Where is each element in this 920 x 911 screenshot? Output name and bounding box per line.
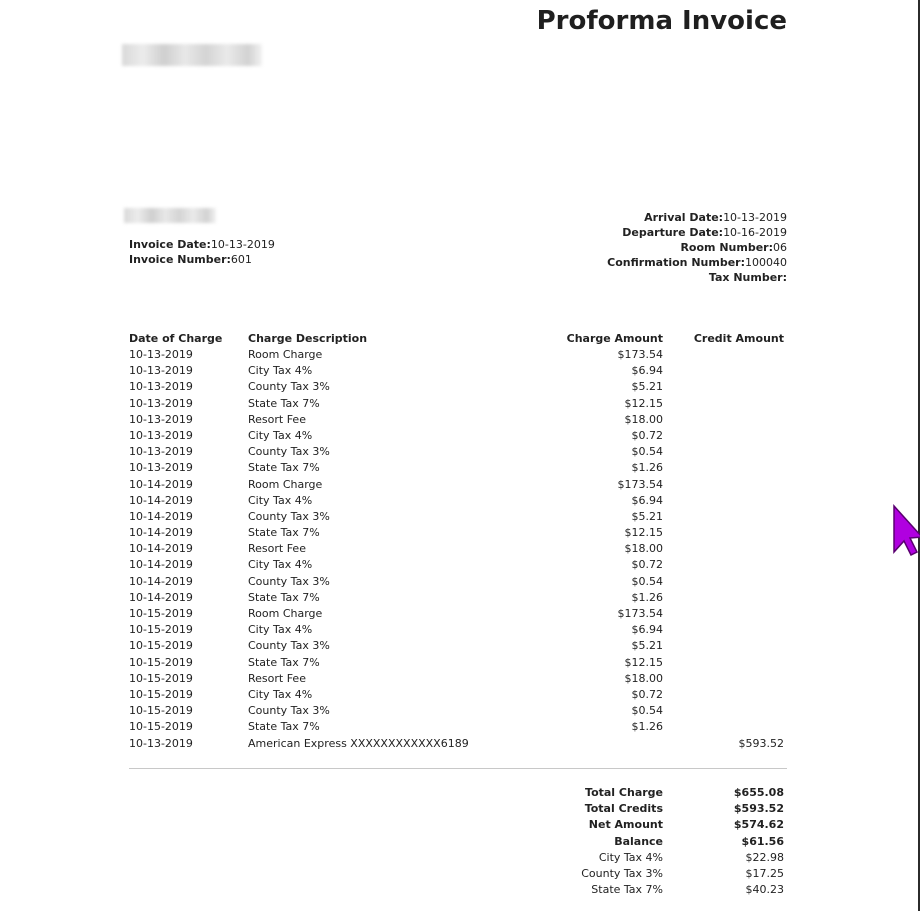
- charge-date: 10-13-2019: [129, 396, 193, 410]
- totals-row: [129, 785, 787, 801]
- charge-description: Resort Fee: [248, 671, 306, 685]
- charge-date: 10-14-2019: [129, 509, 193, 523]
- totals-value: $574.62: [733, 818, 784, 832]
- charge-date: 10-14-2019: [129, 542, 193, 556]
- totals-label: State Tax 7%: [591, 883, 663, 897]
- charge-description: County Tax 3%: [248, 704, 330, 718]
- arrival-value: 10-13-2019: [723, 211, 787, 224]
- invoice-date-value: 10-13-2019: [210, 238, 275, 251]
- invoice-number-row: [129, 252, 275, 267]
- charge-date: 10-15-2019: [129, 704, 193, 718]
- charge-amount: $5.21: [631, 509, 663, 523]
- invoice-number-label: Invoice Number:: [129, 253, 231, 266]
- arrival-row: [607, 210, 787, 225]
- charge-amount: $173.54: [617, 477, 663, 491]
- charge-amount: $0.72: [631, 428, 663, 442]
- totals-value: $655.08: [733, 786, 784, 799]
- charge-date: 10-13-2019: [129, 380, 193, 394]
- header-date: Date of Charge: [129, 332, 223, 345]
- totals-label: Balance: [614, 834, 663, 848]
- charge-amount: $5.21: [631, 380, 663, 394]
- totals-label: Total Credits: [584, 802, 663, 816]
- charge-date: 10-14-2019: [129, 477, 193, 491]
- table-row: [129, 509, 787, 525]
- table-row: [129, 736, 787, 752]
- charge-date: 10-13-2019: [129, 412, 193, 426]
- table-row: [129, 379, 787, 395]
- charge-date: 10-15-2019: [129, 671, 193, 685]
- departure-row: [607, 225, 787, 240]
- table-row: [129, 477, 787, 493]
- totals-row: [129, 850, 787, 866]
- confirmation-value: 100040: [745, 256, 787, 269]
- credit-amount: $593.52: [738, 736, 784, 750]
- charge-description: Resort Fee: [248, 542, 306, 556]
- charge-amount: $6.94: [631, 493, 663, 507]
- table-row: [129, 606, 787, 622]
- totals-label: Net Amount: [588, 818, 663, 832]
- charge-amount: $0.54: [631, 704, 663, 718]
- charge-amount: $18.00: [624, 412, 663, 426]
- header-description: Charge Description: [248, 332, 368, 345]
- departure-value: 10-16-2019: [723, 226, 787, 239]
- charge-date: 10-13-2019: [129, 445, 193, 459]
- charge-description: County Tax 3%: [248, 639, 330, 653]
- table-row: [129, 590, 787, 606]
- charge-description: City Tax 4%: [248, 687, 313, 701]
- charge-date: 10-13-2019: [129, 428, 193, 442]
- charge-description: State Tax 7%: [248, 655, 320, 669]
- header-credit-amount: Credit Amount: [693, 332, 784, 345]
- charge-date: 10-13-2019: [129, 348, 193, 361]
- room-value: 06: [773, 241, 787, 254]
- charge-amount: $6.94: [631, 623, 663, 637]
- invoice-number-value: 601: [230, 253, 252, 266]
- charge-description: City Tax 4%: [248, 493, 313, 507]
- table-row: [129, 525, 787, 541]
- charge-description: Room Charge: [248, 607, 323, 620]
- table-row: [129, 574, 787, 590]
- charge-description: County Tax 3%: [248, 445, 330, 459]
- charge-description: County Tax 3%: [248, 574, 330, 588]
- table-row: [129, 671, 787, 687]
- totals-row: [129, 866, 787, 882]
- table-row: [129, 428, 787, 444]
- table-row: [129, 493, 787, 509]
- table-row: [129, 460, 787, 476]
- table-row: [129, 396, 787, 412]
- invoice-date-row: [129, 237, 275, 252]
- stay-meta: [607, 210, 787, 285]
- charge-amount: $173.54: [617, 607, 663, 620]
- charge-date: 10-14-2019: [129, 526, 193, 540]
- charge-amount: $12.15: [624, 655, 663, 669]
- charge-description: State Tax 7%: [248, 526, 320, 540]
- charge-description: Room Charge: [248, 348, 323, 361]
- charge-rows: [129, 347, 787, 752]
- totals-value: $61.56: [741, 834, 784, 848]
- charge-description: State Tax 7%: [248, 590, 320, 604]
- charge-date: 10-14-2019: [129, 493, 193, 507]
- table-row: [129, 703, 787, 719]
- tax-number-label: Tax Number:: [708, 271, 787, 284]
- charge-description: City Tax 4%: [248, 558, 313, 572]
- charge-date: 10-13-2019: [129, 461, 193, 475]
- totals-row: [129, 834, 787, 850]
- charge-date: 10-15-2019: [129, 607, 193, 620]
- confirmation-label: Confirmation Number:: [607, 256, 745, 269]
- table-row: [129, 557, 787, 573]
- arrival-label: Arrival Date:: [644, 211, 724, 224]
- charge-amount: $1.26: [631, 590, 663, 604]
- table-row: [129, 622, 787, 638]
- charges-table: [129, 331, 787, 752]
- charge-amount: $0.54: [631, 574, 663, 588]
- charge-description: American Express XXXXXXXXXXXX6189: [248, 736, 469, 750]
- totals-label: County Tax 3%: [581, 866, 663, 880]
- charge-amount: $12.15: [624, 526, 663, 540]
- charge-date: 10-15-2019: [129, 623, 193, 637]
- totals-label: City Tax 4%: [598, 850, 663, 864]
- invoice-date-label: Invoice Date:: [129, 238, 211, 251]
- charge-date: 10-13-2019: [129, 364, 193, 378]
- departure-label: Departure Date:: [622, 226, 724, 239]
- mouse-pointer-icon: [892, 504, 920, 556]
- charge-date: 10-14-2019: [129, 574, 193, 588]
- charge-date: 10-15-2019: [129, 720, 193, 734]
- totals-divider: [129, 768, 787, 769]
- charge-date: 10-13-2019: [129, 736, 193, 750]
- charge-amount: $18.00: [624, 542, 663, 556]
- charge-amount: $5.21: [631, 639, 663, 653]
- charge-description: City Tax 4%: [248, 623, 313, 637]
- totals-row: [129, 801, 787, 817]
- charge-amount: $6.94: [631, 364, 663, 378]
- charge-amount: $0.72: [631, 558, 663, 572]
- charges-header-row: [129, 331, 787, 347]
- totals-value: $22.98: [745, 850, 784, 864]
- charge-description: County Tax 3%: [248, 380, 330, 394]
- totals-row: [129, 817, 787, 833]
- charge-description: Room Charge: [248, 477, 323, 491]
- charge-date: 10-15-2019: [129, 639, 193, 653]
- table-row: [129, 347, 787, 363]
- table-row: [129, 541, 787, 557]
- totals-row: [129, 882, 787, 898]
- charge-amount: $1.26: [631, 720, 663, 734]
- charge-description: City Tax 4%: [248, 428, 313, 442]
- tax-number-row: [607, 270, 787, 285]
- totals-value: $40.23: [745, 883, 784, 897]
- totals-label: Total Charge: [585, 786, 663, 799]
- totals-value: $17.25: [745, 866, 784, 880]
- charge-description: County Tax 3%: [248, 509, 330, 523]
- header-charge-amount: Charge Amount: [566, 332, 663, 345]
- charge-amount: $0.54: [631, 445, 663, 459]
- table-row: [129, 363, 787, 379]
- charge-date: 10-14-2019: [129, 590, 193, 604]
- room-label: Room Number:: [680, 241, 773, 254]
- charge-amount: $0.72: [631, 687, 663, 701]
- totals-section: [129, 785, 787, 898]
- confirmation-row: [607, 255, 787, 270]
- redacted-guest-name: [124, 208, 216, 223]
- charge-description: State Tax 7%: [248, 720, 320, 734]
- charge-description: City Tax 4%: [248, 364, 313, 378]
- invoice-meta: [129, 237, 275, 267]
- redacted-hotel-logo: [122, 44, 262, 66]
- table-row: [129, 719, 787, 735]
- table-row: [129, 687, 787, 703]
- charge-amount: $12.15: [624, 396, 663, 410]
- charge-description: Resort Fee: [248, 412, 306, 426]
- table-row: [129, 444, 787, 460]
- charge-description: State Tax 7%: [248, 461, 320, 475]
- table-row: [129, 638, 787, 654]
- charge-amount: $173.54: [617, 348, 663, 361]
- totals-value: $593.52: [733, 802, 784, 816]
- charge-description: State Tax 7%: [248, 396, 320, 410]
- charge-amount: $1.26: [631, 461, 663, 475]
- charge-date: 10-15-2019: [129, 687, 193, 701]
- charge-date: 10-15-2019: [129, 655, 193, 669]
- charge-date: 10-14-2019: [129, 558, 193, 572]
- charge-amount: $18.00: [624, 671, 663, 685]
- room-row: [607, 240, 787, 255]
- table-row: [129, 655, 787, 671]
- document-title: Proforma Invoice: [536, 6, 787, 36]
- table-row: [129, 412, 787, 428]
